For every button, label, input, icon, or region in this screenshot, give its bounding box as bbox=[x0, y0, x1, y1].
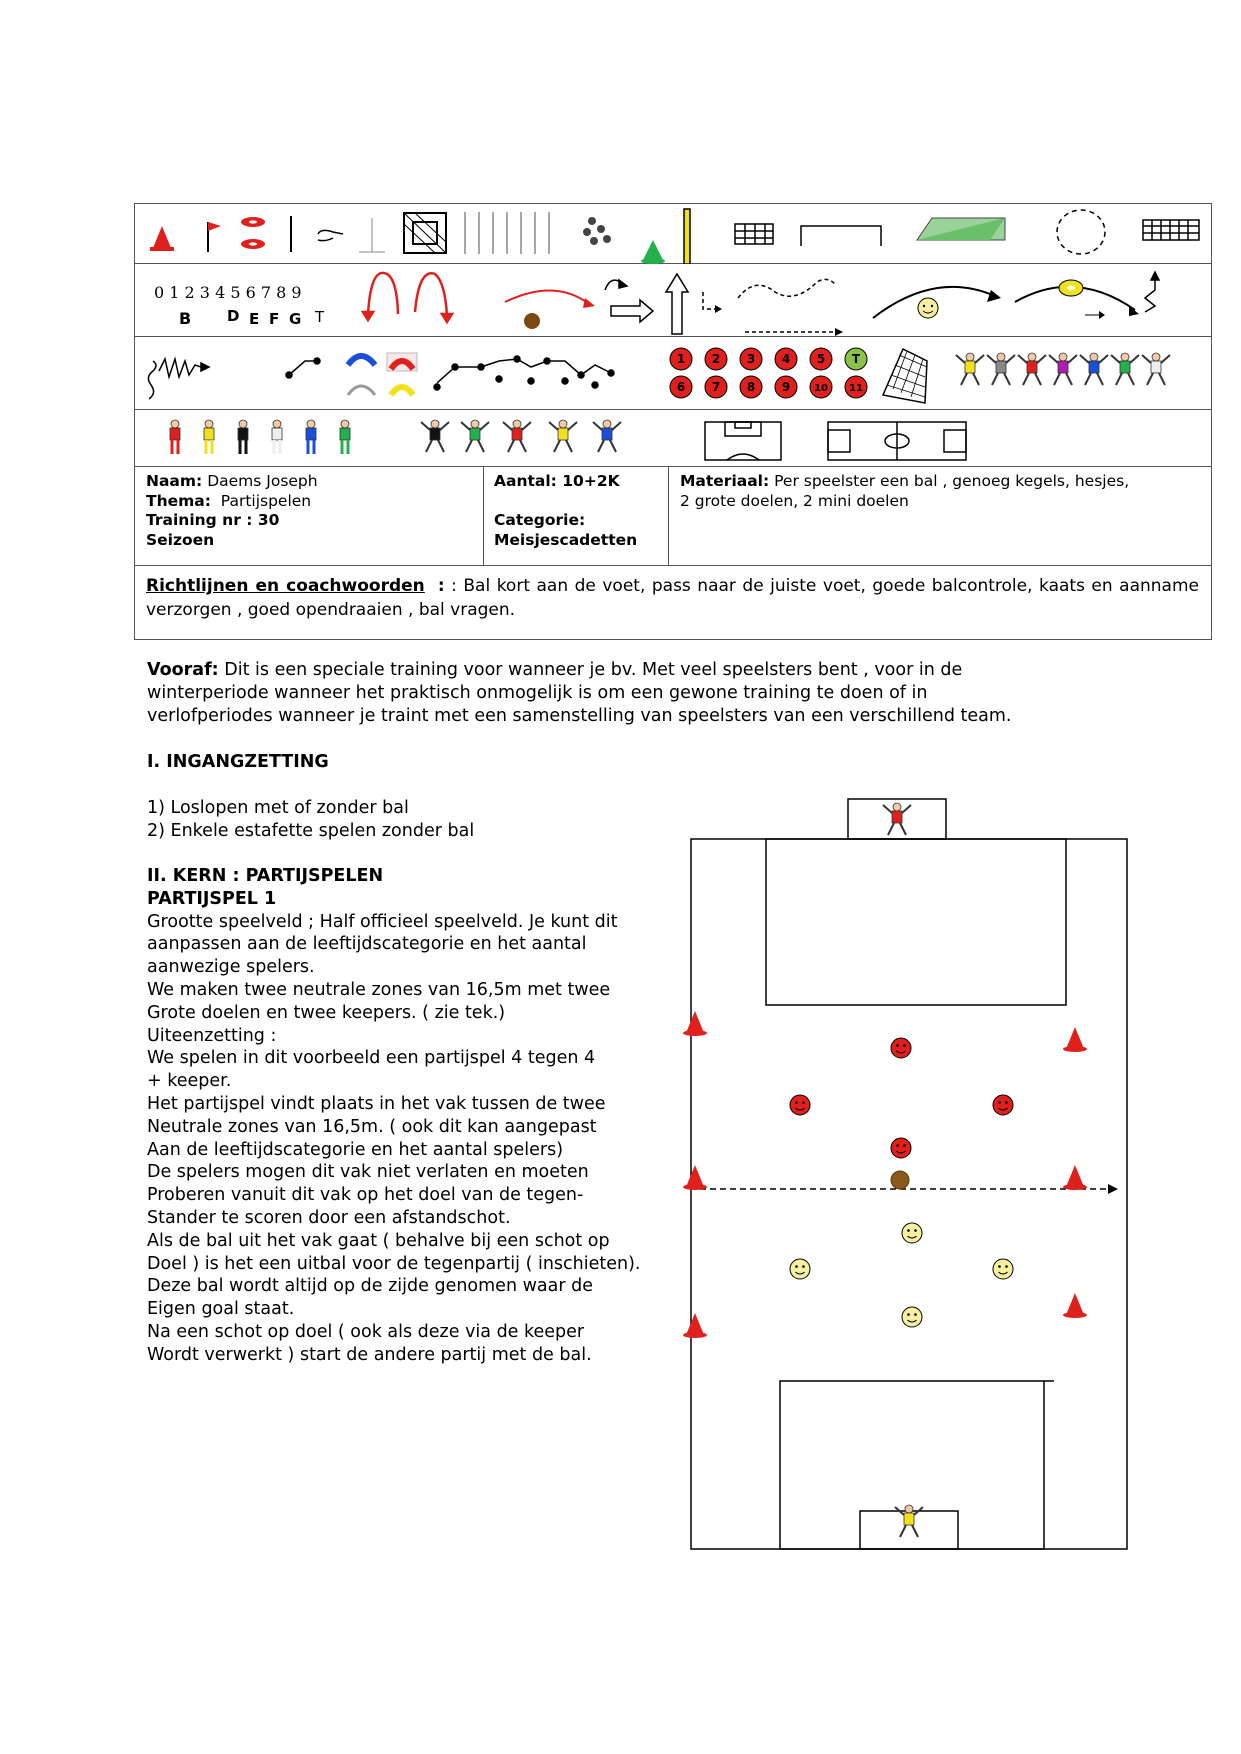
paragraph-line: aanpassen aan de leeftijdscategorie en het aantal bbox=[147, 934, 587, 955]
paragraph-line: Na een schot op doel ( ook als deze via de keeper bbox=[147, 1321, 585, 1342]
dash-arrow-icon bbox=[703, 279, 843, 336]
goal-small-icon bbox=[735, 224, 773, 244]
list-item: 2) Enkele estafette spelen zonder bal bbox=[147, 820, 475, 841]
paragraph-line: + keeper. bbox=[147, 1071, 232, 1092]
paragraph-line: Grote doelen en twee keepers. ( zie tek.) bbox=[147, 1002, 506, 1023]
paragraph-line: Het partijspel vindt plaats in het vak tussen de twee bbox=[147, 1093, 606, 1114]
cone-icon bbox=[1063, 1293, 1087, 1318]
player-icon bbox=[272, 420, 282, 454]
intro-line3: verlofperiodes wanneer je traint met een samenstelling van speelsters van een verschillend team. bbox=[147, 705, 1012, 726]
info-col-2 bbox=[494, 472, 637, 550]
keeper-icon bbox=[421, 420, 449, 452]
ladder-icon bbox=[465, 212, 549, 254]
ball-label: 6 bbox=[676, 380, 686, 394]
curve-arrow-2-icon bbox=[1015, 280, 1139, 319]
players bbox=[790, 803, 1013, 1537]
paragraph-line: We maken twee neutrale zones van 16,5m met twee bbox=[147, 979, 611, 1000]
ball-label: 10 bbox=[814, 383, 828, 394]
legend-row-4 bbox=[135, 410, 1211, 467]
up-arrow-icon bbox=[666, 274, 688, 334]
circle-zone-icon bbox=[1057, 210, 1105, 254]
player-icon bbox=[238, 420, 248, 454]
paragraph-line: De spelers mogen dit vak niet verlaten en moeten bbox=[147, 1162, 589, 1183]
legend-row-4-icons bbox=[135, 410, 1211, 467]
guidelines-text: : Bal kort aan de voet, pass naar de juiste voet, goede balcontrole, kaats en aanname verzorgen , goed opendraaien , bal vragen. bbox=[146, 576, 1199, 620]
guidelines-label: Richtlijnen en coachwoorden bbox=[146, 576, 425, 596]
ball-label: T bbox=[851, 352, 861, 366]
categorie-label: Categorie: bbox=[494, 511, 586, 529]
thema-value: Partijspelen bbox=[220, 491, 312, 510]
keeper-icon bbox=[883, 803, 911, 835]
paragraph-line: Aan de leeftijdscategorie en het aantal spelers) bbox=[147, 1139, 564, 1160]
yellow-team-player-icon bbox=[902, 1223, 922, 1243]
intro-label: Vooraf: bbox=[147, 660, 219, 680]
ball-label: 4 bbox=[781, 352, 791, 366]
legend-row-1 bbox=[135, 204, 1211, 264]
letter-f: F bbox=[269, 310, 280, 328]
red-team-player-icon bbox=[891, 1138, 911, 1158]
seizoen-label: Seizoen bbox=[146, 530, 215, 549]
paragraph-line: Uiteenzetting : bbox=[147, 1025, 277, 1046]
info-col-3 bbox=[680, 472, 1129, 511]
ball-label: 2 bbox=[711, 352, 721, 366]
training-label: Training nr : 30 bbox=[146, 511, 280, 529]
ball-label: 5 bbox=[816, 352, 826, 366]
goal-frame-icon bbox=[801, 226, 881, 246]
curve-arrow-icon bbox=[873, 287, 1001, 318]
thema-label: Thema: bbox=[146, 491, 211, 510]
cone-icon bbox=[683, 1011, 707, 1036]
top-penalty-area bbox=[766, 839, 1066, 1005]
list-item: 1) Loslopen met of zonder bal bbox=[147, 798, 409, 818]
paragraph-line: Deze bal wordt altijd op de zijde genomen waar de bbox=[147, 1276, 593, 1297]
ball-label: 3 bbox=[746, 352, 756, 366]
paragraph-line: Grootte speelveld ; Half officieel speelveld. Je kunt dit bbox=[147, 911, 618, 932]
yellow-team-player-icon bbox=[790, 1259, 810, 1279]
ball-label: 7 bbox=[711, 380, 721, 394]
post-icon bbox=[684, 209, 690, 264]
section2-lines bbox=[147, 911, 687, 1367]
paragraph-line: Als de bal uit het vak gaat ( behalve bij een schot op bbox=[147, 1230, 610, 1251]
intro-line2: winterperiode wanneer het praktisch onmogelijk is om een gewone training te doen of in bbox=[147, 682, 928, 703]
hurdle-icon bbox=[318, 218, 385, 252]
flag-icon bbox=[208, 222, 221, 252]
players-icons bbox=[170, 420, 621, 454]
field-outline bbox=[691, 839, 1127, 1549]
section1-title-text: I. INGANGZETTING bbox=[147, 752, 329, 772]
ball-label: 11 bbox=[849, 383, 863, 394]
keeper-icon bbox=[461, 420, 489, 452]
legend-row-2 bbox=[135, 264, 1211, 337]
keeper-icon bbox=[549, 420, 577, 452]
legend-row-1-icons bbox=[135, 204, 1211, 264]
jump-icon bbox=[286, 358, 320, 378]
section1-title bbox=[147, 751, 329, 774]
intro-line1: Dit is een speciale training voor wanneer je bv. Met veel speelsters bent , voor in de bbox=[224, 660, 963, 680]
digits-label: 0 1 2 3 4 5 6 7 8 9 bbox=[154, 283, 302, 302]
half-field-icon bbox=[705, 422, 781, 460]
zone-icon bbox=[404, 213, 446, 253]
ball-label: 9 bbox=[781, 380, 791, 394]
player-icon bbox=[1049, 353, 1077, 385]
cone-icon bbox=[1063, 1027, 1087, 1052]
intro bbox=[147, 659, 1147, 727]
player-icon bbox=[204, 420, 214, 454]
rebound-net-icon bbox=[883, 349, 927, 403]
paragraph-line: Doel ) is het een uitbal voor de tegenpartij ( inschieten). bbox=[147, 1253, 641, 1274]
naam-value: Daems Joseph bbox=[207, 472, 318, 490]
dribble-icon bbox=[148, 359, 209, 399]
guidelines bbox=[146, 574, 1199, 622]
yellow-team-player-icon bbox=[993, 1259, 1013, 1279]
player-icon bbox=[1080, 353, 1108, 385]
turn-arrow-icon bbox=[605, 280, 653, 322]
keeper-icon bbox=[593, 420, 621, 452]
team-players-icons bbox=[956, 353, 1170, 385]
naam-label: Naam: bbox=[146, 472, 203, 490]
player-icon bbox=[170, 420, 180, 454]
keeper-icon bbox=[503, 420, 531, 452]
legend-row-3-icons bbox=[135, 337, 1211, 410]
player-icon bbox=[306, 420, 316, 454]
player-icon bbox=[956, 353, 984, 385]
hurdle-row-icon bbox=[434, 356, 614, 390]
player-icon bbox=[1018, 353, 1046, 385]
column-divider bbox=[668, 467, 669, 565]
letter-e: E bbox=[249, 310, 260, 328]
section2-subtitle: PARTIJSPEL 1 bbox=[147, 888, 277, 909]
ball-group-icon bbox=[583, 217, 611, 245]
legend-row-2-icons bbox=[135, 264, 1211, 337]
paragraph-line: Proberen vanuit dit vak op het doel van de tegen- bbox=[147, 1185, 584, 1206]
keeper-icon bbox=[895, 1505, 923, 1537]
red-team-player-icon bbox=[993, 1095, 1013, 1115]
green-cone-icon bbox=[641, 240, 665, 264]
field-diagram bbox=[670, 795, 1130, 1570]
categorie-value: Meisjescadetten bbox=[494, 530, 638, 549]
cone-icon bbox=[150, 226, 174, 251]
paragraph-line: Wordt verwerkt ) start de andere partij met de bal. bbox=[147, 1344, 592, 1365]
player-icon bbox=[340, 420, 350, 454]
ball-icon bbox=[891, 1171, 909, 1189]
ball-label: 1 bbox=[676, 352, 686, 366]
section1-list bbox=[147, 797, 474, 843]
legend-row-3 bbox=[135, 337, 1211, 410]
player-icon bbox=[987, 353, 1015, 385]
cone-icon bbox=[683, 1313, 707, 1338]
cones bbox=[683, 1011, 1087, 1338]
pass-arrow-icon bbox=[505, 290, 595, 329]
red-team-player-icon bbox=[891, 1038, 911, 1058]
cone-icon bbox=[683, 1165, 707, 1190]
zigzag-arrow-icon bbox=[1145, 272, 1159, 312]
player-icon bbox=[1142, 353, 1170, 385]
cone-icon bbox=[1063, 1165, 1087, 1190]
materiaal-label: Materiaal: bbox=[680, 472, 770, 490]
paragraph-line: Stander te scoren door een afstandschot. bbox=[147, 1207, 511, 1228]
materiaal-line2: 2 grote doelen, 2 mini doelen bbox=[680, 491, 909, 510]
yellow-team-player-icon bbox=[902, 1307, 922, 1327]
net-goal-icon bbox=[1143, 220, 1199, 240]
letter-g: G bbox=[289, 310, 302, 328]
section2 bbox=[147, 865, 687, 1367]
guidelines-colon: : bbox=[437, 576, 445, 596]
materiaal-line1: Per speelster een bal , genoeg kegels, hesjes, bbox=[774, 472, 1130, 490]
paragraph-line: aanwezige spelers. bbox=[147, 957, 315, 978]
paragraph-line: We spelen in dit voorbeeld een partijspel 4 tegen 4 bbox=[147, 1048, 596, 1069]
full-field-icon bbox=[828, 422, 966, 460]
disc-icon bbox=[241, 217, 265, 249]
arc-arrow-icon bbox=[363, 273, 452, 322]
mat-icon bbox=[917, 218, 1005, 240]
red-team-player-icon bbox=[790, 1095, 810, 1115]
training-sheet bbox=[134, 203, 1212, 640]
column-divider bbox=[483, 467, 484, 565]
player-icon bbox=[1111, 353, 1139, 385]
numbered-balls-icon bbox=[670, 348, 867, 398]
info-col-1 bbox=[146, 472, 318, 550]
ball-label: 8 bbox=[746, 380, 756, 394]
info-row bbox=[135, 467, 1211, 566]
letter-b: B bbox=[179, 309, 192, 328]
section2-title: II. KERN : PARTIJSPELEN bbox=[147, 866, 384, 886]
letter-t: T bbox=[315, 308, 325, 326]
paragraph-line: Eigen goal staat. bbox=[147, 1299, 295, 1320]
arc-marker-icons bbox=[348, 353, 417, 395]
paragraph-line: Neutrale zones van 16,5m. ( ook dit kan aangepast bbox=[147, 1116, 597, 1137]
letter-d: D bbox=[227, 307, 240, 325]
aantal-label: Aantal: 10+2K bbox=[494, 472, 620, 490]
